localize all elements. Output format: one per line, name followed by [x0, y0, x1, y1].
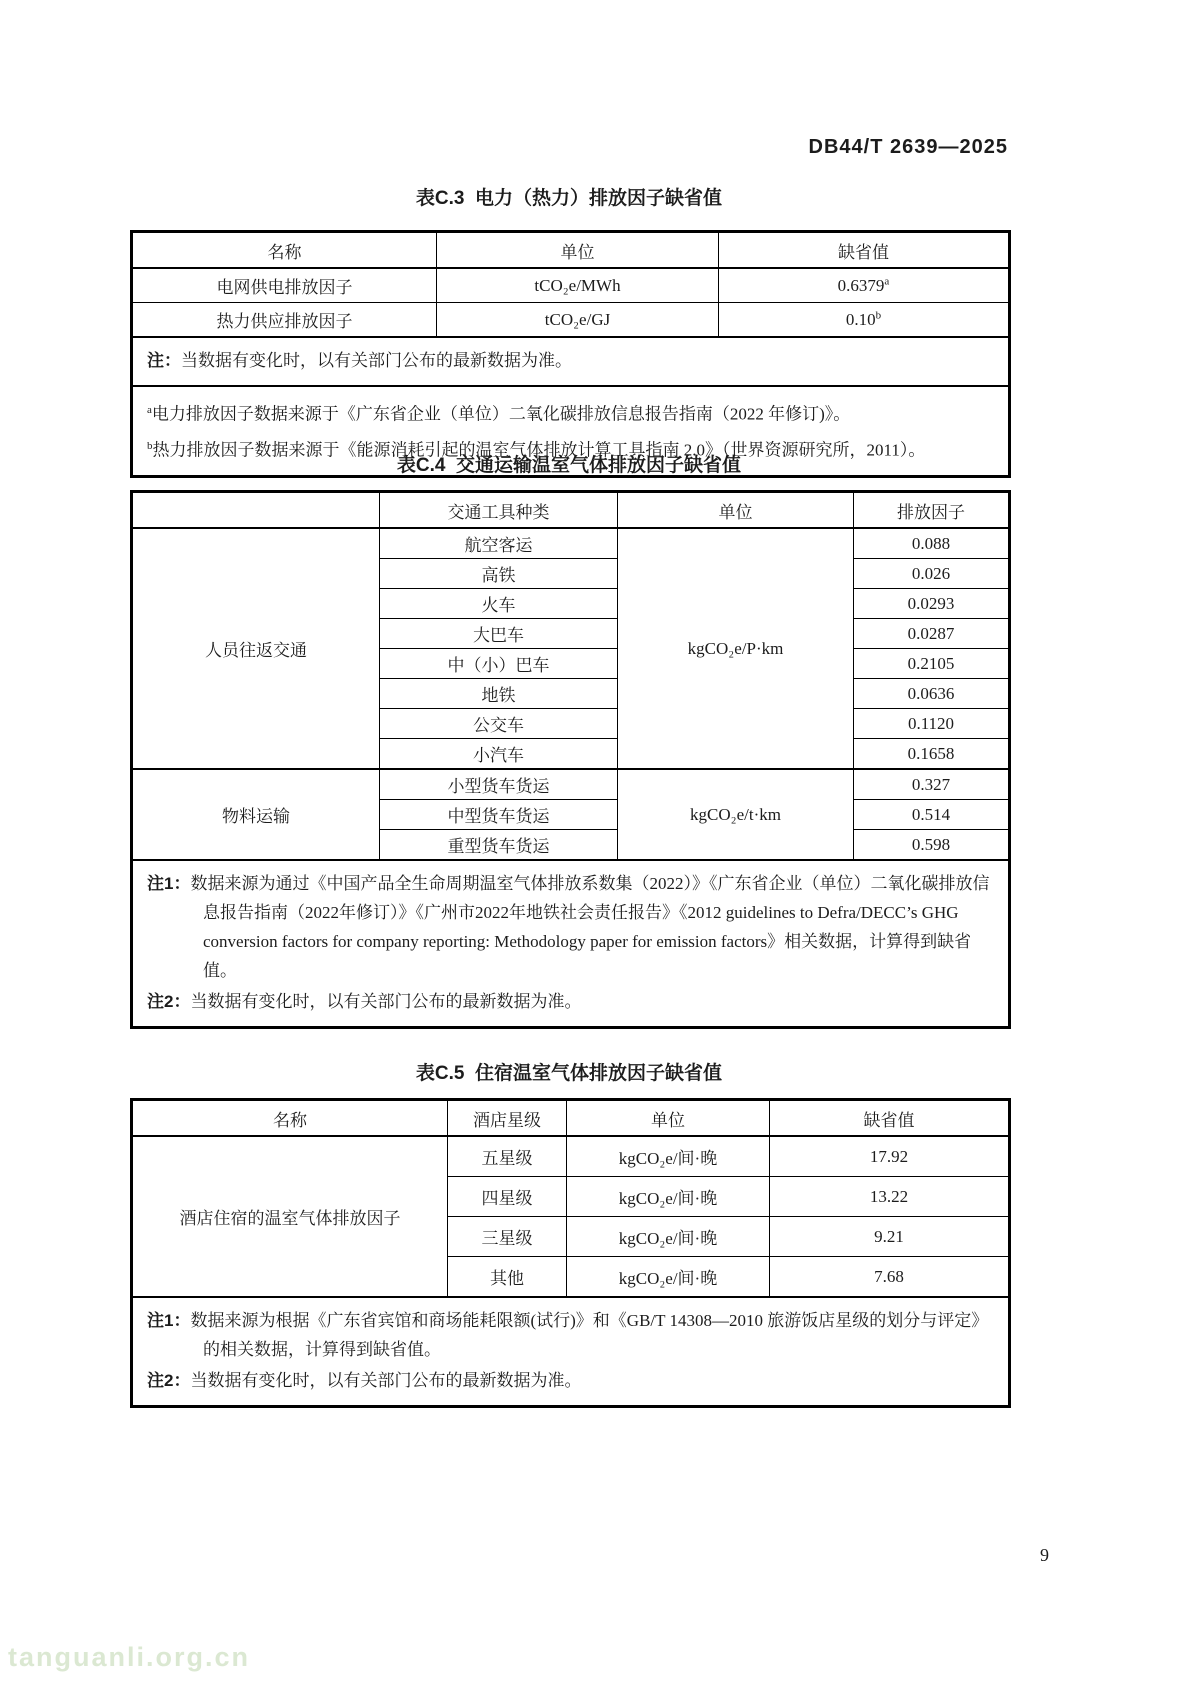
cell-factor: 0.1120 — [854, 709, 1010, 739]
cell-unit: tCO₂e/GJ — [437, 303, 719, 338]
table-row — [132, 528, 1010, 559]
note-cell — [132, 337, 1010, 386]
cell-factor: 0.598 — [854, 830, 1010, 861]
page-number: 9 — [1040, 1545, 1049, 1565]
cell-factor: 0.327 — [854, 769, 1010, 800]
note-1 — [147, 869, 998, 985]
cell-value — [719, 268, 1010, 303]
note-2 — [147, 1366, 998, 1395]
column-header-unit: 单位 — [618, 492, 854, 529]
footnote-text: 热力排放因子数据来源于《能源消耗引起的温室气体排放计算工具指南 2.0》（世界资源研究所，2011）。 — [152, 440, 926, 460]
cell-value: 17.92 — [770, 1136, 1010, 1177]
cell-name: 热力供应排放因子 — [132, 303, 437, 338]
cell-value — [719, 303, 1010, 338]
column-header-unit: 单位 — [437, 232, 719, 269]
column-header-name: 名称 — [132, 1100, 448, 1137]
table-c5 — [130, 1098, 1011, 1408]
table-row — [132, 268, 1010, 303]
table-row — [132, 769, 1010, 800]
cell-value: 7.68 — [770, 1257, 1010, 1298]
cell-mode: 航空客运 — [380, 528, 618, 559]
notes-cell — [132, 860, 1010, 1028]
value-footnote-marker: a — [884, 274, 890, 287]
cell-mode: 地铁 — [380, 679, 618, 709]
cell-unit: kgCO₂e/间·晚 — [567, 1177, 770, 1217]
cell-category-freight: 物料运输 — [132, 769, 380, 860]
column-header-blank — [132, 492, 380, 529]
cell-factor: 0.514 — [854, 800, 1010, 830]
table-row — [132, 303, 1010, 338]
note-label: 注1： — [147, 874, 191, 893]
cell-factor: 0.026 — [854, 559, 1010, 589]
column-header-default-value: 缺省值 — [770, 1100, 1010, 1137]
column-header-vehicle-type: 交通工具种类 — [380, 492, 618, 529]
cell-star: 其他 — [448, 1257, 567, 1298]
column-header-default-value: 缺省值 — [719, 232, 1010, 269]
watermark: tanguanli.org.cn — [8, 1642, 251, 1672]
cell-star: 三星级 — [448, 1217, 567, 1257]
cell-mode: 火车 — [380, 589, 618, 619]
cell-factor: 0.2105 — [854, 649, 1010, 679]
column-header-unit: 单位 — [567, 1100, 770, 1137]
column-header-emission-factor: 排放因子 — [854, 492, 1010, 529]
cell-value: 9.21 — [770, 1217, 1010, 1257]
cell-mode: 小汽车 — [380, 739, 618, 770]
note-text: 当数据有变化时，以有关部门公布的最新数据为准。 — [190, 1371, 582, 1390]
note-label: 注2： — [147, 992, 191, 1011]
table-c3-note-row — [132, 337, 1010, 386]
column-header-hotel-star: 酒店星级 — [448, 1100, 567, 1137]
cell-unit: kgCO₂e/间·晚 — [567, 1136, 770, 1177]
footnote-marker: a — [147, 404, 152, 416]
table-c5-title: 表C.5 住宿温室气体排放因子缺省值 — [415, 1063, 723, 1084]
cell-mode: 中（小）巴车 — [380, 649, 618, 679]
note-1 — [147, 1306, 998, 1364]
cell-mode: 中型货车货运 — [380, 800, 618, 830]
cell-factor: 0.0287 — [854, 619, 1010, 649]
cell-unit: kgCO₂e/间·晚 — [567, 1257, 770, 1298]
value-text: 0.6379 — [837, 275, 885, 295]
value-footnote-marker: b — [875, 308, 882, 321]
cell-unit-passenger: kgCO₂e/P·km — [618, 528, 854, 769]
cell-mode: 重型货车货运 — [380, 830, 618, 861]
cell-factor: 0.088 — [854, 528, 1010, 559]
note-text: 当数据有变化时，以有关部门公布的最新数据为准。 — [190, 992, 582, 1011]
note-label: 注： — [147, 351, 181, 370]
cell-mode: 小型货车货运 — [380, 769, 618, 800]
table-c5-header-row — [132, 1100, 1010, 1137]
note-text: 数据来源为根据《广东省宾馆和商场能耗限额(试行)》和《GB/T 14308—2010 旅游饭店星级的划分与评定》的相关数据，计算得到缺省值。 — [190, 1311, 989, 1359]
cell-name: 电网供电排放因子 — [132, 268, 437, 303]
table-c5-notes-row — [132, 1297, 1010, 1407]
cell-factor: 0.1658 — [854, 739, 1010, 770]
cell-category-passenger: 人员往返交通 — [132, 528, 380, 769]
doc-code-header: DB44/T 2639—2025 — [808, 136, 1008, 158]
table-c4-title: 表C.4 交通运输温室气体排放因子缺省值 — [396, 455, 742, 476]
footnote-a — [147, 396, 998, 429]
table-c3 — [130, 230, 1011, 478]
cell-star: 五星级 — [448, 1136, 567, 1177]
cell-mode: 高铁 — [380, 559, 618, 589]
table-c4-notes-row — [132, 860, 1010, 1028]
note-label: 注2： — [147, 1371, 191, 1390]
table-row — [132, 1136, 1010, 1177]
cell-factor: 0.0293 — [854, 589, 1010, 619]
cell-factor: 0.0636 — [854, 679, 1010, 709]
cell-unit: kgCO₂e/间·晚 — [567, 1217, 770, 1257]
footnote-text: 电力排放因子数据来源于《广东省企业（单位）二氧化碳排放信息报告指南（2022 年修订)》。 — [151, 404, 851, 424]
note-text: 当数据有变化时，以有关部门公布的最新数据为准。 — [181, 351, 572, 370]
cell-category-hotel: 酒店住宿的温室气体排放因子 — [132, 1136, 448, 1297]
note-text: 数据来源为通过《中国产品全生命周期温室气体排放系数集（2022）》《广东省企业（单位）二氧化碳排放信息报告指南（2022年修订）》《广州市2022年地铁社会责任报告》《2012 guidelines to Defra/DECC’s GHG conversion factors for company reporting: Methodology paper for emission factors》相关数据，计算得到缺省值。 — [190, 874, 990, 980]
table-c4-header-row — [132, 492, 1010, 529]
cell-value: 13.22 — [770, 1177, 1010, 1217]
table-c4 — [130, 490, 1011, 1029]
value-text: 0.10 — [845, 309, 876, 329]
note-2 — [147, 987, 998, 1016]
column-header-name: 名称 — [132, 232, 437, 269]
cell-star: 四星级 — [448, 1177, 567, 1217]
table-c3-header-row — [132, 232, 1010, 269]
note-label: 注1： — [147, 1311, 191, 1330]
footnote-marker: b — [147, 439, 153, 452]
cell-mode: 公交车 — [380, 709, 618, 739]
notes-cell — [132, 1297, 1010, 1407]
table-c3-title: 表C.3 电力（热力）排放因子缺省值 — [415, 188, 723, 209]
cell-mode: 大巴车 — [380, 619, 618, 649]
cell-unit: tCO₂e/MWh — [437, 268, 719, 303]
cell-unit-freight: kgCO₂e/t·km — [618, 769, 854, 860]
